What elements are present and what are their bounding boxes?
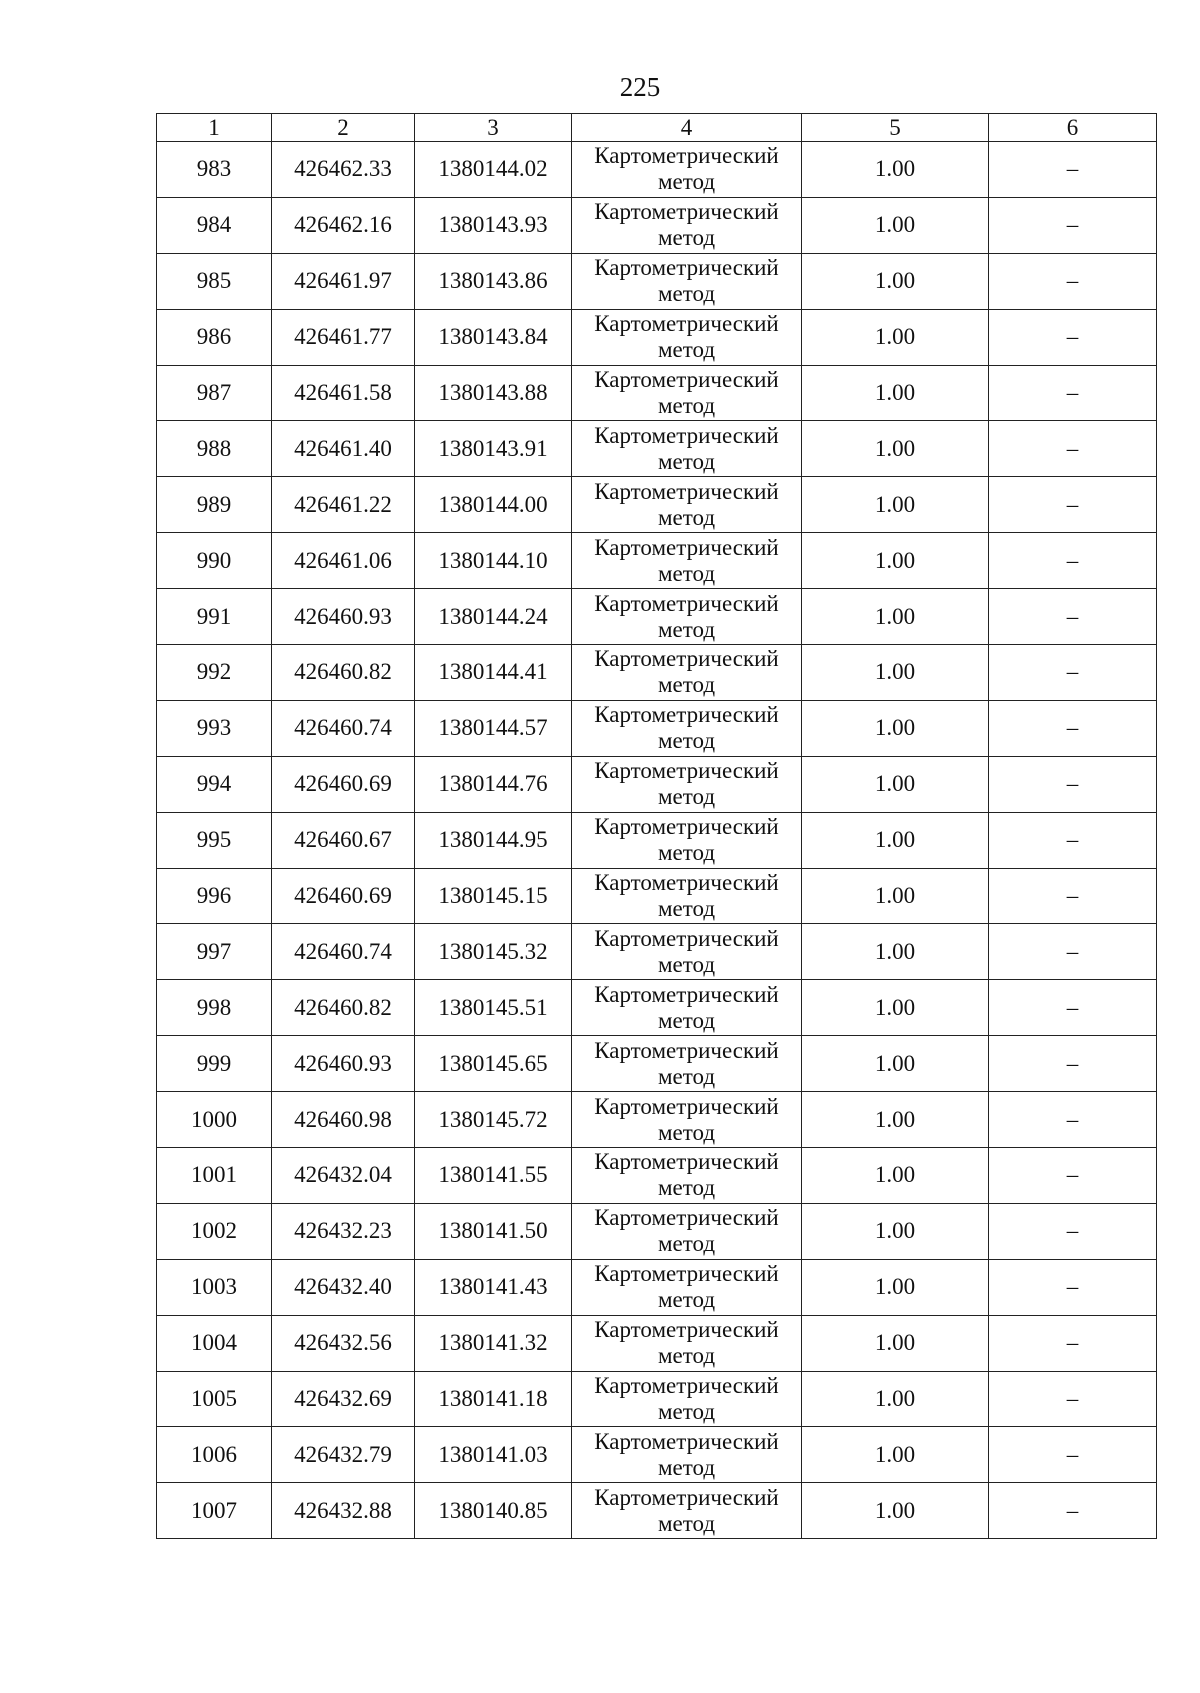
x-coordinate-cell: 426460.74 xyxy=(272,924,415,980)
point-number-cell: 989 xyxy=(157,477,272,533)
x-coordinate-cell: 426461.77 xyxy=(272,309,415,365)
accuracy-cell: 1.00 xyxy=(802,868,989,924)
x-coordinate-cell: 426460.82 xyxy=(272,980,415,1036)
method-cell: Картометрический метод xyxy=(572,309,802,365)
x-coordinate-cell: 426462.33 xyxy=(272,142,415,198)
point-number-cell: 997 xyxy=(157,924,272,980)
point-number-cell: 986 xyxy=(157,309,272,365)
accuracy-cell: 1.00 xyxy=(802,1427,989,1483)
point-number-cell: 1001 xyxy=(157,1148,272,1204)
table-row xyxy=(157,1427,1157,1483)
note-cell: – xyxy=(989,924,1157,980)
accuracy-cell: 1.00 xyxy=(802,645,989,701)
table-header xyxy=(157,114,1157,142)
accuracy-cell: 1.00 xyxy=(802,1148,989,1204)
point-number-cell: 992 xyxy=(157,645,272,701)
note-cell: – xyxy=(989,365,1157,421)
accuracy-cell: 1.00 xyxy=(802,1203,989,1259)
y-coordinate-cell: 1380141.03 xyxy=(415,1427,572,1483)
x-coordinate-cell: 426460.74 xyxy=(272,700,415,756)
method-cell: Картометрический метод xyxy=(572,197,802,253)
method-cell: Картометрический метод xyxy=(572,700,802,756)
point-number-cell: 1005 xyxy=(157,1371,272,1427)
note-cell: – xyxy=(989,1148,1157,1204)
table-row xyxy=(157,1092,1157,1148)
header-row xyxy=(157,114,1157,142)
point-number-cell: 999 xyxy=(157,1036,272,1092)
note-cell: – xyxy=(989,645,1157,701)
method-cell: Картометрический метод xyxy=(572,1315,802,1371)
y-coordinate-cell: 1380143.91 xyxy=(415,421,572,477)
accuracy-cell: 1.00 xyxy=(802,142,989,198)
point-number-cell: 988 xyxy=(157,421,272,477)
y-coordinate-cell: 1380144.76 xyxy=(415,756,572,812)
y-coordinate-cell: 1380145.51 xyxy=(415,980,572,1036)
y-coordinate-cell: 1380144.10 xyxy=(415,533,572,589)
y-coordinate-cell: 1380145.32 xyxy=(415,924,572,980)
x-coordinate-cell: 426461.22 xyxy=(272,477,415,533)
y-coordinate-cell: 1380144.02 xyxy=(415,142,572,198)
accuracy-cell: 1.00 xyxy=(802,924,989,980)
x-coordinate-cell: 426432.23 xyxy=(272,1203,415,1259)
y-coordinate-cell: 1380141.55 xyxy=(415,1148,572,1204)
y-coordinate-cell: 1380145.65 xyxy=(415,1036,572,1092)
table-row xyxy=(157,924,1157,980)
y-coordinate-cell: 1380145.72 xyxy=(415,1092,572,1148)
method-cell: Картометрический метод xyxy=(572,533,802,589)
y-coordinate-cell: 1380141.43 xyxy=(415,1259,572,1315)
column-header-3: 3 xyxy=(415,114,572,142)
y-coordinate-cell: 1380144.95 xyxy=(415,812,572,868)
y-coordinate-cell: 1380144.00 xyxy=(415,477,572,533)
column-header-4: 4 xyxy=(572,114,802,142)
note-cell: – xyxy=(989,589,1157,645)
table-row xyxy=(157,1315,1157,1371)
column-header-1: 1 xyxy=(157,114,272,142)
table-row xyxy=(157,365,1157,421)
y-coordinate-cell: 1380140.85 xyxy=(415,1483,572,1539)
accuracy-cell: 1.00 xyxy=(802,1036,989,1092)
page-number: 225 xyxy=(619,72,661,102)
table-row xyxy=(157,645,1157,701)
method-cell: Картометрический метод xyxy=(572,756,802,812)
x-coordinate-cell: 426460.93 xyxy=(272,1036,415,1092)
accuracy-cell: 1.00 xyxy=(802,1092,989,1148)
accuracy-cell: 1.00 xyxy=(802,980,989,1036)
accuracy-cell: 1.00 xyxy=(802,309,989,365)
method-cell: Картометрический метод xyxy=(572,868,802,924)
accuracy-cell: 1.00 xyxy=(802,1371,989,1427)
x-coordinate-cell: 426460.98 xyxy=(272,1092,415,1148)
note-cell: – xyxy=(989,197,1157,253)
x-coordinate-cell: 426460.67 xyxy=(272,812,415,868)
accuracy-cell: 1.00 xyxy=(802,812,989,868)
accuracy-cell: 1.00 xyxy=(802,253,989,309)
method-cell: Картометрический метод xyxy=(572,1148,802,1204)
method-cell: Картометрический метод xyxy=(572,812,802,868)
x-coordinate-cell: 426432.79 xyxy=(272,1427,415,1483)
method-cell: Картометрический метод xyxy=(572,421,802,477)
point-number-cell: 983 xyxy=(157,142,272,198)
x-coordinate-cell: 426460.69 xyxy=(272,756,415,812)
x-coordinate-cell: 426432.56 xyxy=(272,1315,415,1371)
point-number-cell: 987 xyxy=(157,365,272,421)
table-row xyxy=(157,142,1157,198)
accuracy-cell: 1.00 xyxy=(802,365,989,421)
note-cell: – xyxy=(989,533,1157,589)
y-coordinate-cell: 1380141.50 xyxy=(415,1203,572,1259)
method-cell: Картометрический метод xyxy=(572,1092,802,1148)
table-row xyxy=(157,197,1157,253)
point-number-cell: 996 xyxy=(157,868,272,924)
y-coordinate-cell: 1380143.88 xyxy=(415,365,572,421)
y-coordinate-cell: 1380144.41 xyxy=(415,645,572,701)
method-cell: Картометрический метод xyxy=(572,477,802,533)
accuracy-cell: 1.00 xyxy=(802,756,989,812)
method-cell: Картометрический метод xyxy=(572,1427,802,1483)
table-body xyxy=(157,142,1157,1539)
note-cell: – xyxy=(989,309,1157,365)
accuracy-cell: 1.00 xyxy=(802,421,989,477)
method-cell: Картометрический метод xyxy=(572,1259,802,1315)
note-cell: – xyxy=(989,1259,1157,1315)
point-number-cell: 1003 xyxy=(157,1259,272,1315)
table-row xyxy=(157,980,1157,1036)
method-cell: Картометрический метод xyxy=(572,924,802,980)
point-number-cell: 993 xyxy=(157,700,272,756)
table-row xyxy=(157,477,1157,533)
table-row xyxy=(157,700,1157,756)
x-coordinate-cell: 426460.93 xyxy=(272,589,415,645)
x-coordinate-cell: 426460.82 xyxy=(272,645,415,701)
table-row xyxy=(157,756,1157,812)
method-cell: Картометрический метод xyxy=(572,1036,802,1092)
method-cell: Картометрический метод xyxy=(572,1203,802,1259)
point-number-cell: 1002 xyxy=(157,1203,272,1259)
x-coordinate-cell: 426461.40 xyxy=(272,421,415,477)
point-number-cell: 998 xyxy=(157,980,272,1036)
x-coordinate-cell: 426432.40 xyxy=(272,1259,415,1315)
note-cell: – xyxy=(989,1092,1157,1148)
coordinates-table xyxy=(156,113,1157,1539)
point-number-cell: 1004 xyxy=(157,1315,272,1371)
table-row xyxy=(157,1259,1157,1315)
table-row xyxy=(157,868,1157,924)
method-cell: Картометрический метод xyxy=(572,365,802,421)
x-coordinate-cell: 426461.97 xyxy=(272,253,415,309)
x-coordinate-cell: 426432.69 xyxy=(272,1371,415,1427)
y-coordinate-cell: 1380141.32 xyxy=(415,1315,572,1371)
x-coordinate-cell: 426461.06 xyxy=(272,533,415,589)
point-number-cell: 994 xyxy=(157,756,272,812)
method-cell: Картометрический метод xyxy=(572,253,802,309)
accuracy-cell: 1.00 xyxy=(802,477,989,533)
table-row xyxy=(157,309,1157,365)
accuracy-cell: 1.00 xyxy=(802,197,989,253)
y-coordinate-cell: 1380143.93 xyxy=(415,197,572,253)
table-row xyxy=(157,1203,1157,1259)
table-row xyxy=(157,253,1157,309)
table-row xyxy=(157,812,1157,868)
method-cell: Картометрический метод xyxy=(572,142,802,198)
note-cell: – xyxy=(989,700,1157,756)
x-coordinate-cell: 426461.58 xyxy=(272,365,415,421)
note-cell: – xyxy=(989,1036,1157,1092)
column-header-6: 6 xyxy=(989,114,1157,142)
accuracy-cell: 1.00 xyxy=(802,533,989,589)
accuracy-cell: 1.00 xyxy=(802,1259,989,1315)
note-cell: – xyxy=(989,1483,1157,1539)
method-cell: Картометрический метод xyxy=(572,589,802,645)
x-coordinate-cell: 426432.88 xyxy=(272,1483,415,1539)
y-coordinate-cell: 1380144.24 xyxy=(415,589,572,645)
note-cell: – xyxy=(989,756,1157,812)
method-cell: Картометрический метод xyxy=(572,1483,802,1539)
y-coordinate-cell: 1380143.84 xyxy=(415,309,572,365)
method-cell: Картометрический метод xyxy=(572,1371,802,1427)
note-cell: – xyxy=(989,142,1157,198)
point-number-cell: 1007 xyxy=(157,1483,272,1539)
accuracy-cell: 1.00 xyxy=(802,589,989,645)
note-cell: – xyxy=(989,421,1157,477)
accuracy-cell: 1.00 xyxy=(802,700,989,756)
point-number-cell: 985 xyxy=(157,253,272,309)
accuracy-cell: 1.00 xyxy=(802,1315,989,1371)
x-coordinate-cell: 426460.69 xyxy=(272,868,415,924)
method-cell: Картометрический метод xyxy=(572,980,802,1036)
table-row xyxy=(157,1036,1157,1092)
point-number-cell: 991 xyxy=(157,589,272,645)
table-row xyxy=(157,1371,1157,1427)
point-number-cell: 1006 xyxy=(157,1427,272,1483)
note-cell: – xyxy=(989,1315,1157,1371)
point-number-cell: 990 xyxy=(157,533,272,589)
table-row xyxy=(157,589,1157,645)
table-row xyxy=(157,421,1157,477)
x-coordinate-cell: 426462.16 xyxy=(272,197,415,253)
accuracy-cell: 1.00 xyxy=(802,1483,989,1539)
note-cell: – xyxy=(989,1427,1157,1483)
note-cell: – xyxy=(989,253,1157,309)
point-number-cell: 984 xyxy=(157,197,272,253)
note-cell: – xyxy=(989,980,1157,1036)
method-cell: Картометрический метод xyxy=(572,645,802,701)
note-cell: – xyxy=(989,1371,1157,1427)
note-cell: – xyxy=(989,1203,1157,1259)
column-header-5: 5 xyxy=(802,114,989,142)
table-row xyxy=(157,1483,1157,1539)
point-number-cell: 995 xyxy=(157,812,272,868)
note-cell: – xyxy=(989,868,1157,924)
note-cell: – xyxy=(989,812,1157,868)
y-coordinate-cell: 1380141.18 xyxy=(415,1371,572,1427)
y-coordinate-cell: 1380145.15 xyxy=(415,868,572,924)
x-coordinate-cell: 426432.04 xyxy=(272,1148,415,1204)
table-row xyxy=(157,1148,1157,1204)
note-cell: – xyxy=(989,477,1157,533)
column-header-2: 2 xyxy=(272,114,415,142)
y-coordinate-cell: 1380143.86 xyxy=(415,253,572,309)
point-number-cell: 1000 xyxy=(157,1092,272,1148)
table-row xyxy=(157,533,1157,589)
y-coordinate-cell: 1380144.57 xyxy=(415,700,572,756)
